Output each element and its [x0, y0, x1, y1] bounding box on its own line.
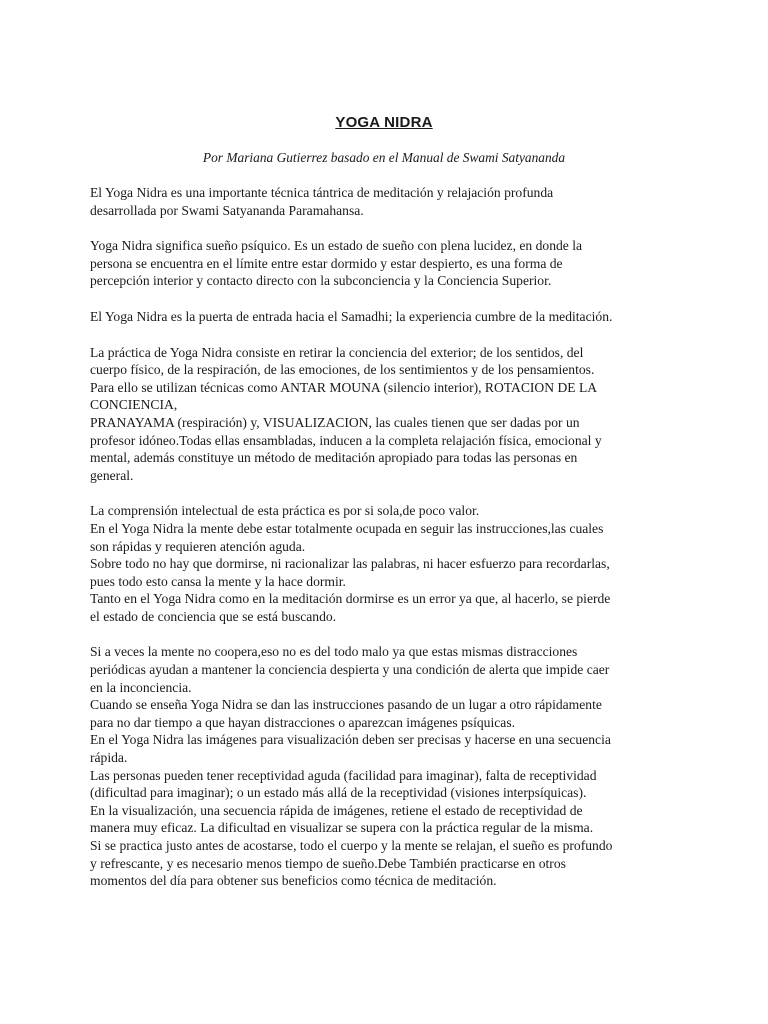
paragraph-line: son rápidas y requieren atención aguda.: [90, 538, 306, 554]
paragraph-line: manera muy eficaz. La dificultad en visualizar se supera con la práctica regular de la misma.: [90, 820, 594, 836]
paragraph: [90, 308, 682, 326]
paragraph-line: Si a veces la mente no coopera,eso no es del todo malo ya que estas mismas distracciones: [90, 644, 578, 660]
paragraph-line: Las personas pueden tener receptividad aguda (facilidad para imaginar), falta de receptividad: [90, 767, 597, 783]
paragraph-line: general.: [90, 467, 134, 483]
paragraph-line: en la inconciencia.: [90, 679, 192, 695]
paragraph: [90, 502, 682, 625]
paragraph-line: Tanto en el Yoga Nidra como en la meditación dormirse es un error ya que, al hacerlo, se pierde: [90, 591, 611, 607]
paragraph-line: Cuando se enseña Yoga Nidra se dan las instrucciones pasando de un lugar a otro rápidamente: [90, 697, 602, 713]
paragraph-line: En el Yoga Nidra las imágenes para visualización deben ser precisas y hacerse en una secuencia: [90, 732, 611, 748]
paragraph: [90, 643, 682, 889]
paragraph: [90, 184, 682, 219]
paragraph-line: Si se practica justo antes de acostarse, todo el cuerpo y la mente se relajan, el sueño es profundo: [90, 838, 613, 853]
document-subtitle: Por Mariana Gutierrez basado en el Manual de Swami Satyananda: [202, 150, 566, 165]
paragraph-line: La comprensión intelectual de esta práctica es por si sola,de poco valor.: [90, 503, 480, 519]
paragraph-line: rápida.: [90, 750, 128, 766]
paragraph-line: mental, además constituye un método de meditación apropiado para todas las personas en: [90, 450, 578, 466]
paragraph-line: La práctica de Yoga Nidra consiste en retirar la conciencia del exterior; de los sentidos, del: [90, 344, 584, 360]
paragraph-line: (dificultad para imaginar); o un estado más allá de la receptividad (visiones interpsíquicas).: [90, 785, 587, 801]
paragraph-line: Para ello se utilizan técnicas como ANTAR MOUNA (silencio interior), ROTACION DE LA: [90, 379, 598, 395]
paragraph-line: para no dar tiempo a que hayan distracciones o aparezcan imágenes psíquicas.: [90, 714, 516, 730]
paragraph-line: El Yoga Nidra es una importante técnica tántrica de meditación y relajación profunda: [90, 185, 554, 200]
document-title: YOGA NIDRA: [335, 114, 433, 131]
paragraph-line: periódicas ayudan a mantener la conciencia despierta y una condición de alerta que impide caer: [90, 662, 610, 678]
paragraph: [90, 237, 682, 290]
paragraph-line: CONCIENCIA,: [90, 397, 178, 413]
paragraph-line: El Yoga Nidra es la puerta de entrada hacia el Samadhi; la experiencia cumbre de la meditación.: [90, 308, 613, 324]
paragraph-line: En la visualización, una secuencia rápida de imágenes, retiene el estado de receptividad de: [90, 802, 583, 818]
paragraph-line: percepción interior y contacto directo con la subconciencia y la Conciencia Superior.: [90, 273, 552, 289]
paragraph: [90, 344, 682, 485]
paragraph-line: persona se encuentra en el límite entre estar dormido y estar despierto, es una forma de: [90, 255, 563, 271]
paragraph-line: cuerpo físico, de la respiración, de las emociones, de los sentimientos y de los pensamientos.: [90, 362, 595, 378]
document-body: [90, 184, 682, 908]
paragraph-line: Yoga Nidra significa sueño psíquico. Es un estado de sueño con plena lucidez, en donde la: [90, 238, 583, 254]
paragraph-line: PRANAYAMA (respiración) y, VISUALIZACION, las cuales tienen que ser dadas por un: [90, 414, 580, 430]
paragraph-line: momentos del día para obtener sus beneficios como técnica de meditación.: [90, 873, 497, 889]
paragraph-line: En el Yoga Nidra la mente debe estar totalmente ocupada en seguir las instrucciones,las cuales: [90, 520, 604, 536]
paragraph-line: pues todo esto cansa la mente y la hace dormir.: [90, 573, 346, 589]
paragraph-line: desarrollada por Swami Satyananda Paramahansa.: [90, 202, 364, 218]
paragraph-line: el estado de conciencia que se está buscando.: [90, 608, 337, 624]
paragraph-line: y refrescante, y es necesario menos tiempo de sueño.Debe También practicarse en otros: [90, 855, 566, 871]
paragraph-line: profesor idóneo.Todas ellas ensambladas, inducen a la completa relajación física, emocional y: [90, 432, 602, 448]
paragraph-line: Sobre todo no hay que dormirse, ni racionalizar las palabras, ni hacer esfuerzo para recordarlas,: [90, 556, 610, 572]
